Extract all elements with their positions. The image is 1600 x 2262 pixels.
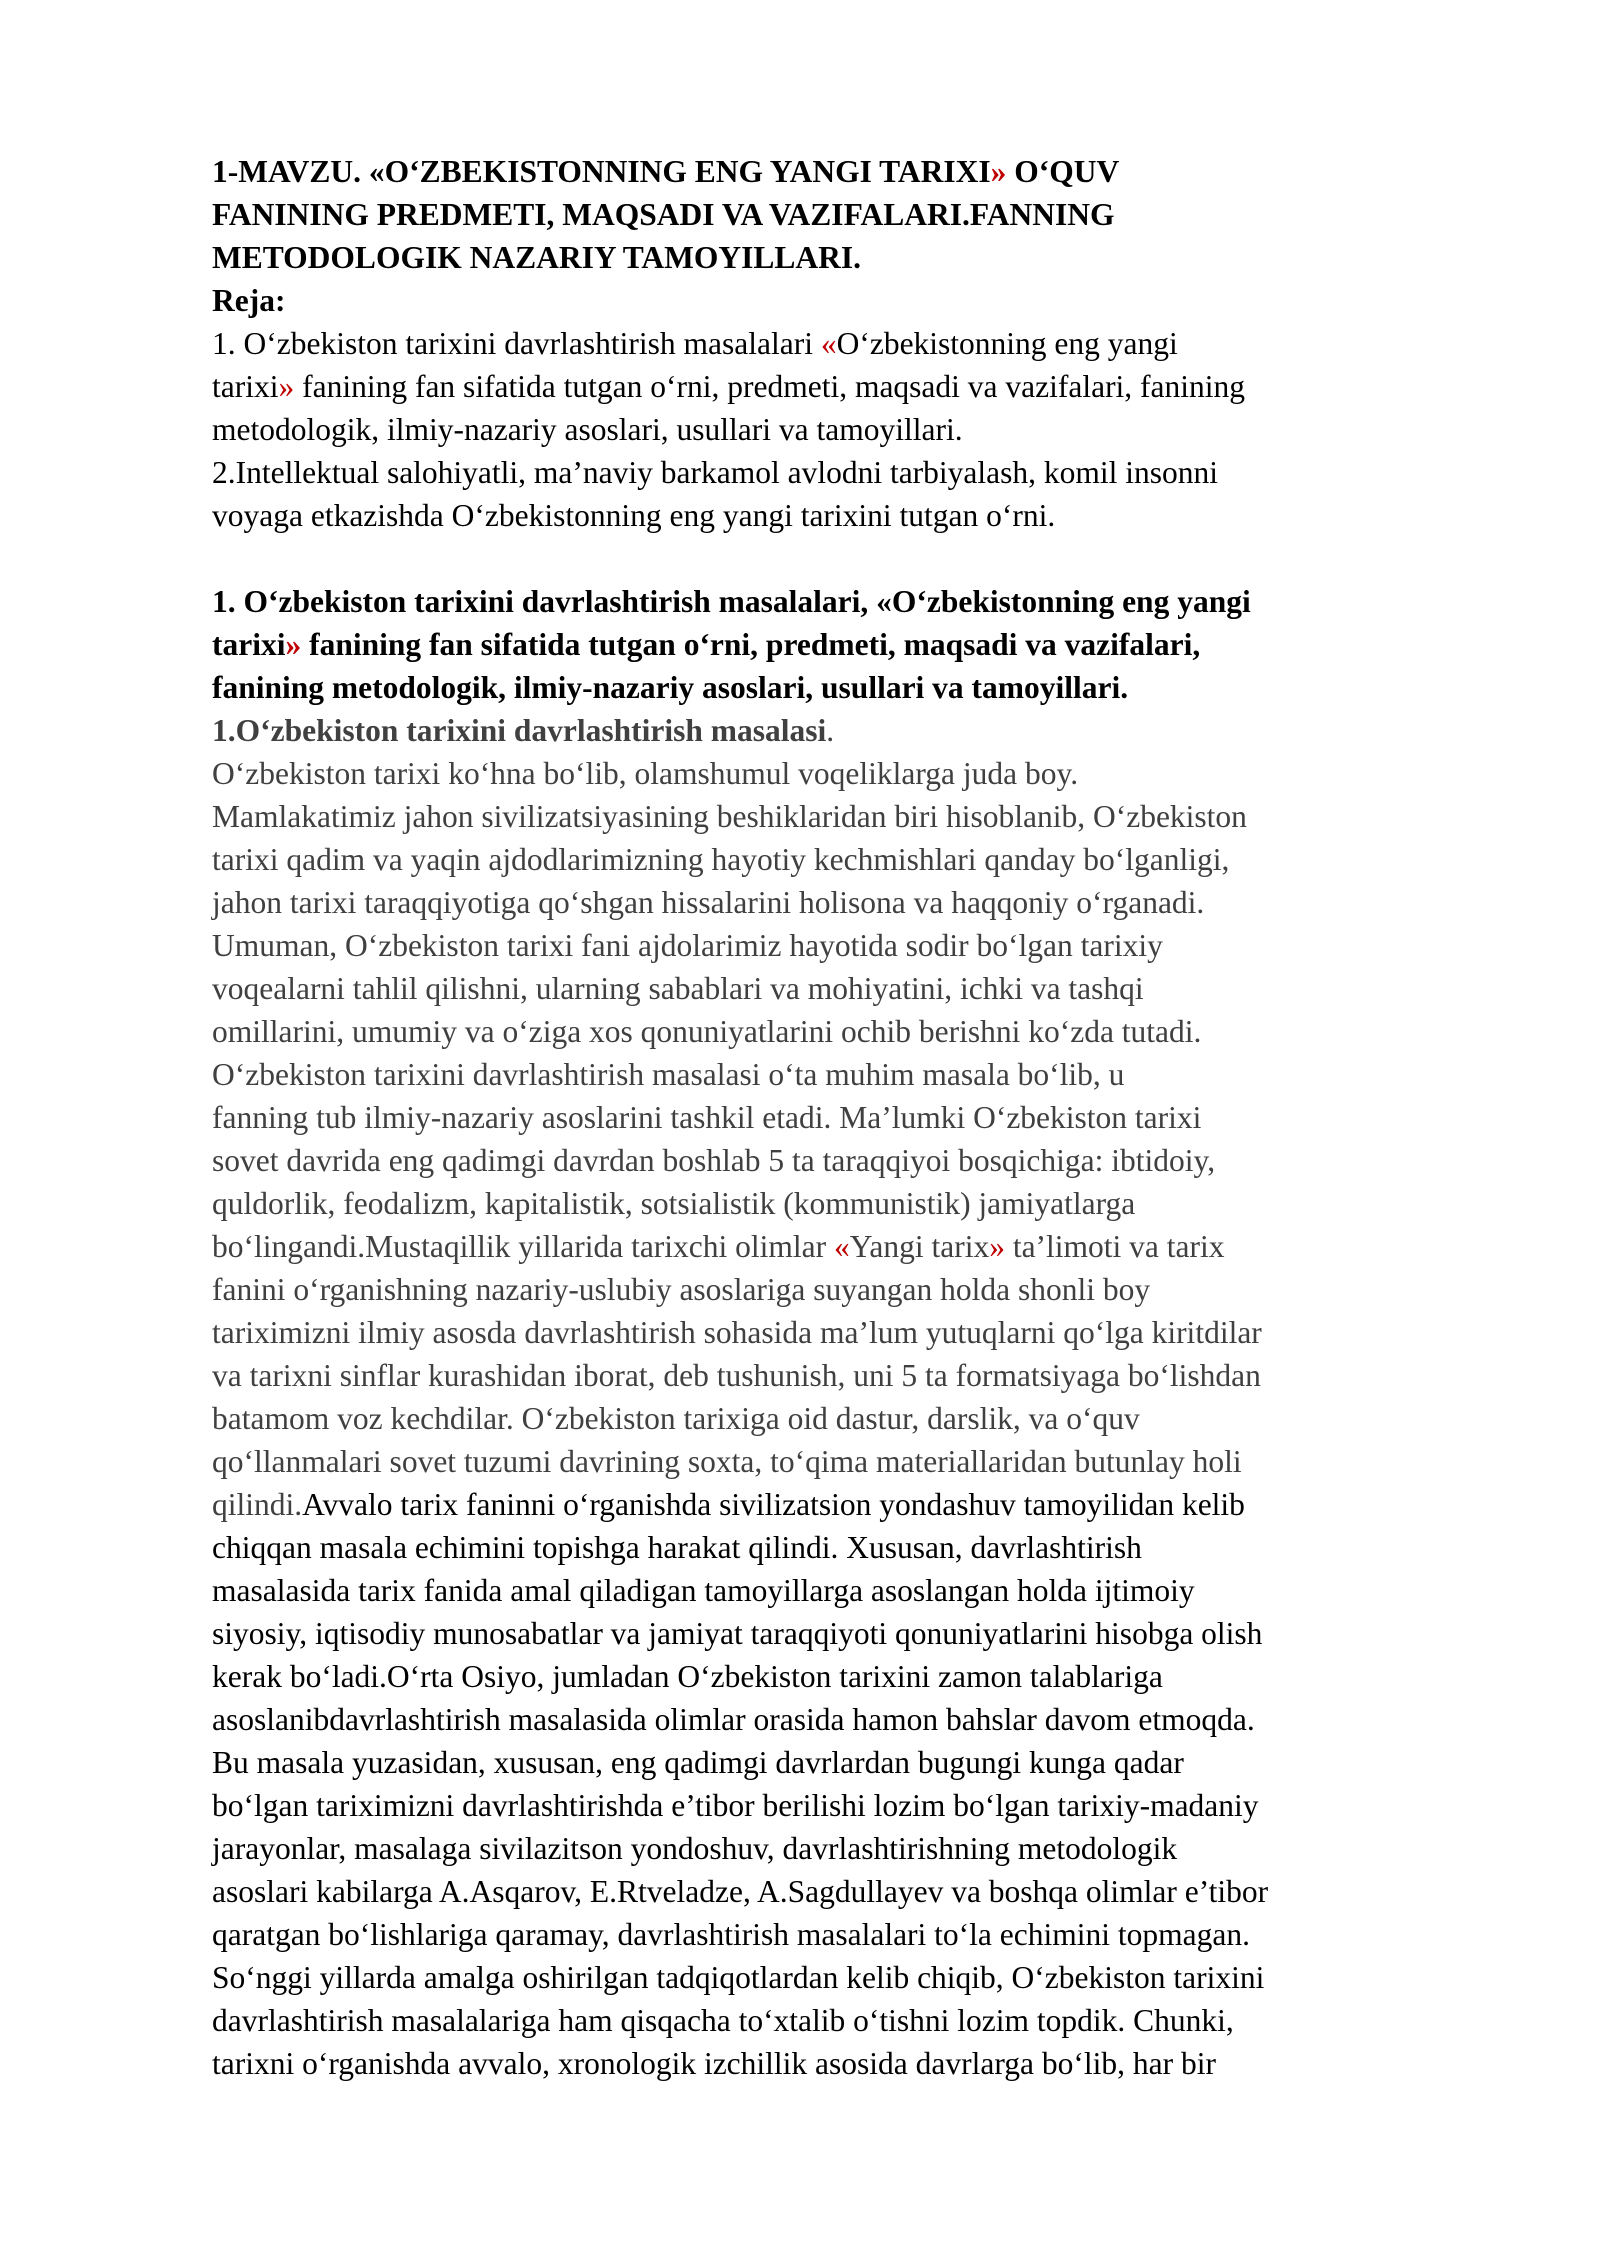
- body-line: tariximizni ilmiy asosda davrlashtirish sohasida ma’lum yutuqlarni qo‘lga kiritdilar: [212, 1315, 1262, 1350]
- body-gray-block-1: [212, 752, 1512, 1483]
- body-line: va tarixni sinflar kurashidan iborat, deb tushunish, uni 5 ta formatsiyaga bo‘lishdan: [212, 1358, 1261, 1393]
- body-line: asoslanibdavrlashtirish masalasida olimlar orasida hamon bahslar davom etmoqda.: [212, 1702, 1255, 1737]
- body-line: qo‘llanmalari sovet tuzumi davrining soxta, to‘qima materiallaridan butunlay holi: [212, 1444, 1242, 1479]
- body-line: davrlashtirish masalalariga ham qisqacha to‘xtalib o‘tishni lozim topdik. Chunki,: [212, 2003, 1234, 2038]
- body-line: quldorlik, feodalizm, kapitalistik, sotsialistik (kommunistik) jamiyatlarga: [212, 1186, 1136, 1221]
- body-line: batamom voz kechdilar. O‘zbekiston tarixiga oid dastur, darslik, va o‘quv: [212, 1401, 1140, 1436]
- body-line: bo‘lgan tariximizni davrlashtirishda e’tibor berilishi lozim bo‘lgan tarixiy-madaniy: [212, 1788, 1259, 1823]
- body-line: asoslari kabilarga A.Asqarov, E.Rtveladze, A.Sagdullayev va boshqa olimlar e’tibor: [212, 1874, 1269, 1909]
- body-line: jahon tarixi taraqqiyotiga qo‘shgan hissalarini holisona va haqqoniy o‘rganadi.: [212, 885, 1205, 920]
- plan-line-1: 1. O‘zbekiston tarixini davrlashtirish masalalari «O‘zbekistonning eng yangi: [212, 326, 1178, 361]
- body-line: So‘nggi yillarda amalga oshirilgan tadqiqotlardan kelib chiqib, O‘zbekiston tarixini: [212, 1960, 1265, 1995]
- body-line: qaratgan bo‘lishlariga qaramay, davrlashtirish masalalari to‘la echimini topmagan.: [212, 1917, 1250, 1952]
- section-heading-line-3: fanining metodologik, ilmiy-nazariy asoslari, usullari va tamoyillari.: [212, 670, 1129, 705]
- title-line-2: FANINING PREDMETI, MAQSADI VA VAZIFALARI.FANNING: [212, 197, 1115, 232]
- body-line: Bu masala yuzasidan, xususan, eng qadimgi davrlardan bugungi kunga qadar: [212, 1745, 1184, 1780]
- plan-heading: Reja:: [212, 283, 286, 318]
- subsection-heading: 1.O‘zbekiston tarixini davrlashtirish masalasi.: [212, 713, 835, 748]
- title-line-3: METODOLOGIK NAZARIY TAMOYILLARI.: [212, 240, 862, 275]
- body-line: fanning tub ilmiy-nazariy asoslarini tashkil etadi. Ma’lumki O‘zbekiston tarixi: [212, 1100, 1202, 1135]
- body-line: O‘zbekiston tarixini davrlashtirish masalasi o‘ta muhim masala bo‘lib, u: [212, 1057, 1125, 1092]
- body-line: kerak bo‘ladi.O‘rta Osiyo, jumladan O‘zbekiston tarixini zamon talablariga: [212, 1659, 1163, 1694]
- body-line: Umuman, O‘zbekiston tarixi fani ajdolarimiz hayotida sodir bo‘lgan tarixiy: [212, 928, 1163, 963]
- body-line: chiqqan masala echimini topishga harakat qilindi. Xususan, davrlashtirish: [212, 1530, 1142, 1565]
- plan-line-2: tarixi» fanining fan sifatida tutgan o‘rni, predmeti, maqsadi va vazifalari, fanining: [212, 369, 1246, 404]
- spacer: [212, 537, 1512, 580]
- body-line: fanini o‘rganishning nazariy-uslubiy asoslariga suyangan holda shonli boy: [212, 1272, 1151, 1307]
- body-line: O‘zbekiston tarixi ko‘hna bo‘lib, olamshumul voqeliklarga juda boy.: [212, 756, 1079, 791]
- body-line: sovet davrida eng qadimgi davrdan boshlab 5 ta taraqqiyoi bosqichiga: ibtidoiy,: [212, 1143, 1216, 1178]
- body-black-block: [212, 1526, 1512, 2085]
- body-line: omillarini, umumiy va o‘ziga xos qonuniyatlarini ochib berishni ko‘zda tutadi.: [212, 1014, 1202, 1049]
- body-line: masalasida tarix fanida amal qiladigan tamoyillarga asoslangan holda ijtimoiy: [212, 1573, 1195, 1608]
- body-line: Mamlakatimiz jahon sivilizatsiyasining beshiklaridan biri hisoblanib, O‘zbekiston: [212, 799, 1247, 834]
- body-text: [212, 752, 1512, 2085]
- plan-line-4: 2.Intellektual salohiyatli, ma’naviy barkamol avlodni tarbiyalash, komil insonni: [212, 455, 1219, 490]
- plan-line-3: metodologik, ilmiy-nazariy asoslari, usullari va tamoyillari.: [212, 412, 963, 447]
- plan-section: [212, 279, 1512, 537]
- body-line: siyosiy, iqtisodiy munosabatlar va jamiyat taraqqiyoti qonuniyatlarini hisobga olish: [212, 1616, 1263, 1651]
- body-line-mixed: qilindi.Avvalo tarix faninni o‘rganishda sivilizatsion yondashuv tamoyilidan kelib: [212, 1487, 1245, 1522]
- body-line: jarayonlar, masalaga sivilazitson yondoshuv, davrlashtirishning metodologik: [212, 1831, 1178, 1866]
- document-title: [212, 150, 1512, 279]
- body-line: tarixi qadim va yaqin ajdodlarimizning hayotiy kechmishlari qanday bo‘lganligi,: [212, 842, 1230, 877]
- section-heading: [212, 580, 1512, 709]
- title-line-1: 1-MAVZU. «O‘ZBEKISTONNING ENG YANGI TARIXI» O‘QUV: [212, 154, 1120, 189]
- section-heading-line-2: tarixi» fanining fan sifatida tutgan o‘rni, predmeti, maqsadi va vazifalari,: [212, 627, 1201, 662]
- plan-line-5: voyaga etkazishda O‘zbekistonning eng yangi tarixini tutgan o‘rni.: [212, 498, 1056, 533]
- body-line: tarixni o‘rganishda avvalo, xronologik izchillik asosida davrlarga bo‘lib, har bir: [212, 2046, 1216, 2081]
- body-line-yangi-tarix: bo‘lingandi.Mustaqillik yillarida tarixchi olimlar «Yangi tarix» ta’limoti va tarix: [212, 1229, 1225, 1264]
- document-page: [212, 150, 1512, 2085]
- body-line: voqealarni tahlil qilishni, ularning sabablari va mohiyatini, ichki va tashqi: [212, 971, 1144, 1006]
- section-heading-line-1: 1. O‘zbekiston tarixini davrlashtirish masalalari, «O‘zbekistonning eng yangi: [212, 584, 1251, 619]
